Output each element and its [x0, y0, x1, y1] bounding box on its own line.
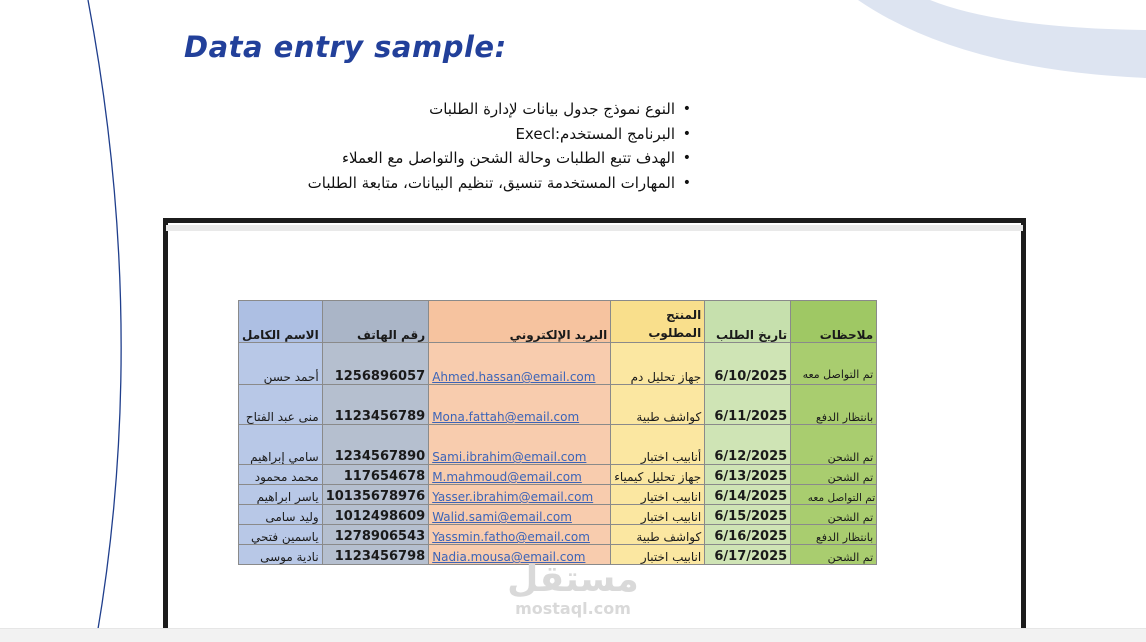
table-row: [239, 485, 877, 505]
cell-product: انابيب اختبار: [611, 545, 705, 565]
cell-notes: تم الشحن: [791, 425, 877, 465]
cell-date: 6/17/2025: [705, 545, 791, 565]
email-link[interactable]: Ahmed.hassan@email.com: [432, 370, 596, 384]
mostaql-watermark: [498, 560, 648, 618]
cell-email[interactable]: [429, 425, 611, 465]
cell-notes: تم التواصل معه: [791, 485, 877, 505]
bullet-list: [308, 97, 693, 195]
cell-product: جهاز تحليل دم: [611, 343, 705, 385]
slide-title: Data entry sample:: [184, 30, 507, 64]
cell-email[interactable]: [429, 485, 611, 505]
cell-email[interactable]: [429, 465, 611, 485]
cell-email[interactable]: [429, 343, 611, 385]
cell-phone: 1012498609: [322, 505, 429, 525]
cell-email[interactable]: [429, 505, 611, 525]
header-phone: رقم الهاتف: [322, 301, 429, 343]
cell-date: 6/15/2025: [705, 505, 791, 525]
cell-name: سامي إبراهيم: [239, 425, 323, 465]
cell-phone: 1123456798: [322, 545, 429, 565]
orders-table: [238, 300, 877, 565]
cell-notes: بانتظار الدفع: [791, 385, 877, 425]
header-product: المنتج المطلوب: [611, 301, 705, 343]
cell-name: وليد سامى: [239, 505, 323, 525]
cell-name: ياسمين فتحي: [239, 525, 323, 545]
email-link[interactable]: Yasser.ibrahim@email.com: [432, 490, 594, 504]
email-link[interactable]: M.mahmoud@email.com: [432, 470, 582, 484]
cell-name: محمد محمود: [239, 465, 323, 485]
table-row: [239, 465, 877, 485]
header-email: البريد الإلكتروني: [429, 301, 611, 343]
cell-date: 6/11/2025: [705, 385, 791, 425]
cell-phone: 1234567890: [322, 425, 429, 465]
cell-notes: تم الشحن: [791, 545, 877, 565]
top-right-arc-decoration: [858, 0, 1146, 78]
frame-inner-shadow: [166, 225, 1023, 231]
cell-date: 6/14/2025: [705, 485, 791, 505]
email-link[interactable]: Yassmin.fatho@email.com: [432, 530, 590, 544]
table-row: [239, 425, 877, 465]
cell-notes: تم الشحن: [791, 505, 877, 525]
cell-phone: 1256896057: [322, 343, 429, 385]
cell-date: 6/10/2025: [705, 343, 791, 385]
cell-product: انابيب اختبار: [611, 505, 705, 525]
cell-date: 6/12/2025: [705, 425, 791, 465]
bullet-skills: • المهارات المستخدمة تنسيق، تنظيم البيانات، متابعة الطلبات: [308, 171, 675, 196]
email-link[interactable]: Nadia.mousa@email.com: [432, 550, 586, 564]
table-row: [239, 343, 877, 385]
bullet-type: • النوع نموذج جدول بيانات لإدارة الطلبات: [308, 97, 675, 122]
table-row: [239, 385, 877, 425]
cell-email[interactable]: [429, 525, 611, 545]
cell-notes: بانتظار الدفع: [791, 525, 877, 545]
table-row: [239, 525, 877, 545]
cell-product: انابيب اختيار: [611, 485, 705, 505]
cell-phone: 1278906543: [322, 525, 429, 545]
bullet-program: • البرنامج المستخدم:Execl: [308, 122, 675, 147]
email-link[interactable]: Sami.ibrahim@email.com: [432, 450, 587, 464]
cell-date: 6/13/2025: [705, 465, 791, 485]
cell-date: 6/16/2025: [705, 525, 791, 545]
email-link[interactable]: Mona.fattah@email.com: [432, 410, 580, 424]
cell-notes: تم التواصل معه: [791, 343, 877, 385]
email-link[interactable]: Walid.sami@email.com: [432, 510, 572, 524]
header-date: تاريخ الطلب: [705, 301, 791, 343]
cell-product: جهاز تحليل كيمياء: [611, 465, 705, 485]
cell-product: كواشف طبية: [611, 525, 705, 545]
cell-product: كواشف طبية: [611, 385, 705, 425]
watermark-arabic: مستقل: [507, 559, 639, 600]
slide-bottom-strip: [0, 628, 1146, 642]
cell-name: نادية موسى: [239, 545, 323, 565]
cell-name: منى عبد الفتاح: [239, 385, 323, 425]
watermark-latin: mostaql.com: [515, 599, 631, 618]
cell-name: ياسر ابراهيم: [239, 485, 323, 505]
header-name: الاسم الكامل: [239, 301, 323, 343]
table-row: [239, 505, 877, 525]
cell-phone: 1123456789: [322, 385, 429, 425]
cell-notes: تم الشحن: [791, 465, 877, 485]
left-curve-line-decoration: [88, 0, 121, 641]
cell-email[interactable]: [429, 385, 611, 425]
cell-product: أنابيب اختبار: [611, 425, 705, 465]
cell-name: أحمد حسن: [239, 343, 323, 385]
cell-phone: 10135678976: [322, 485, 429, 505]
header-notes: ملاحظات: [791, 301, 877, 343]
bullet-goal: • الهدف تتبع الطلبات وحالة الشحن والتواصل مع العملاء: [308, 146, 675, 171]
table-header-row: [239, 301, 877, 343]
cell-phone: 117654678: [322, 465, 429, 485]
